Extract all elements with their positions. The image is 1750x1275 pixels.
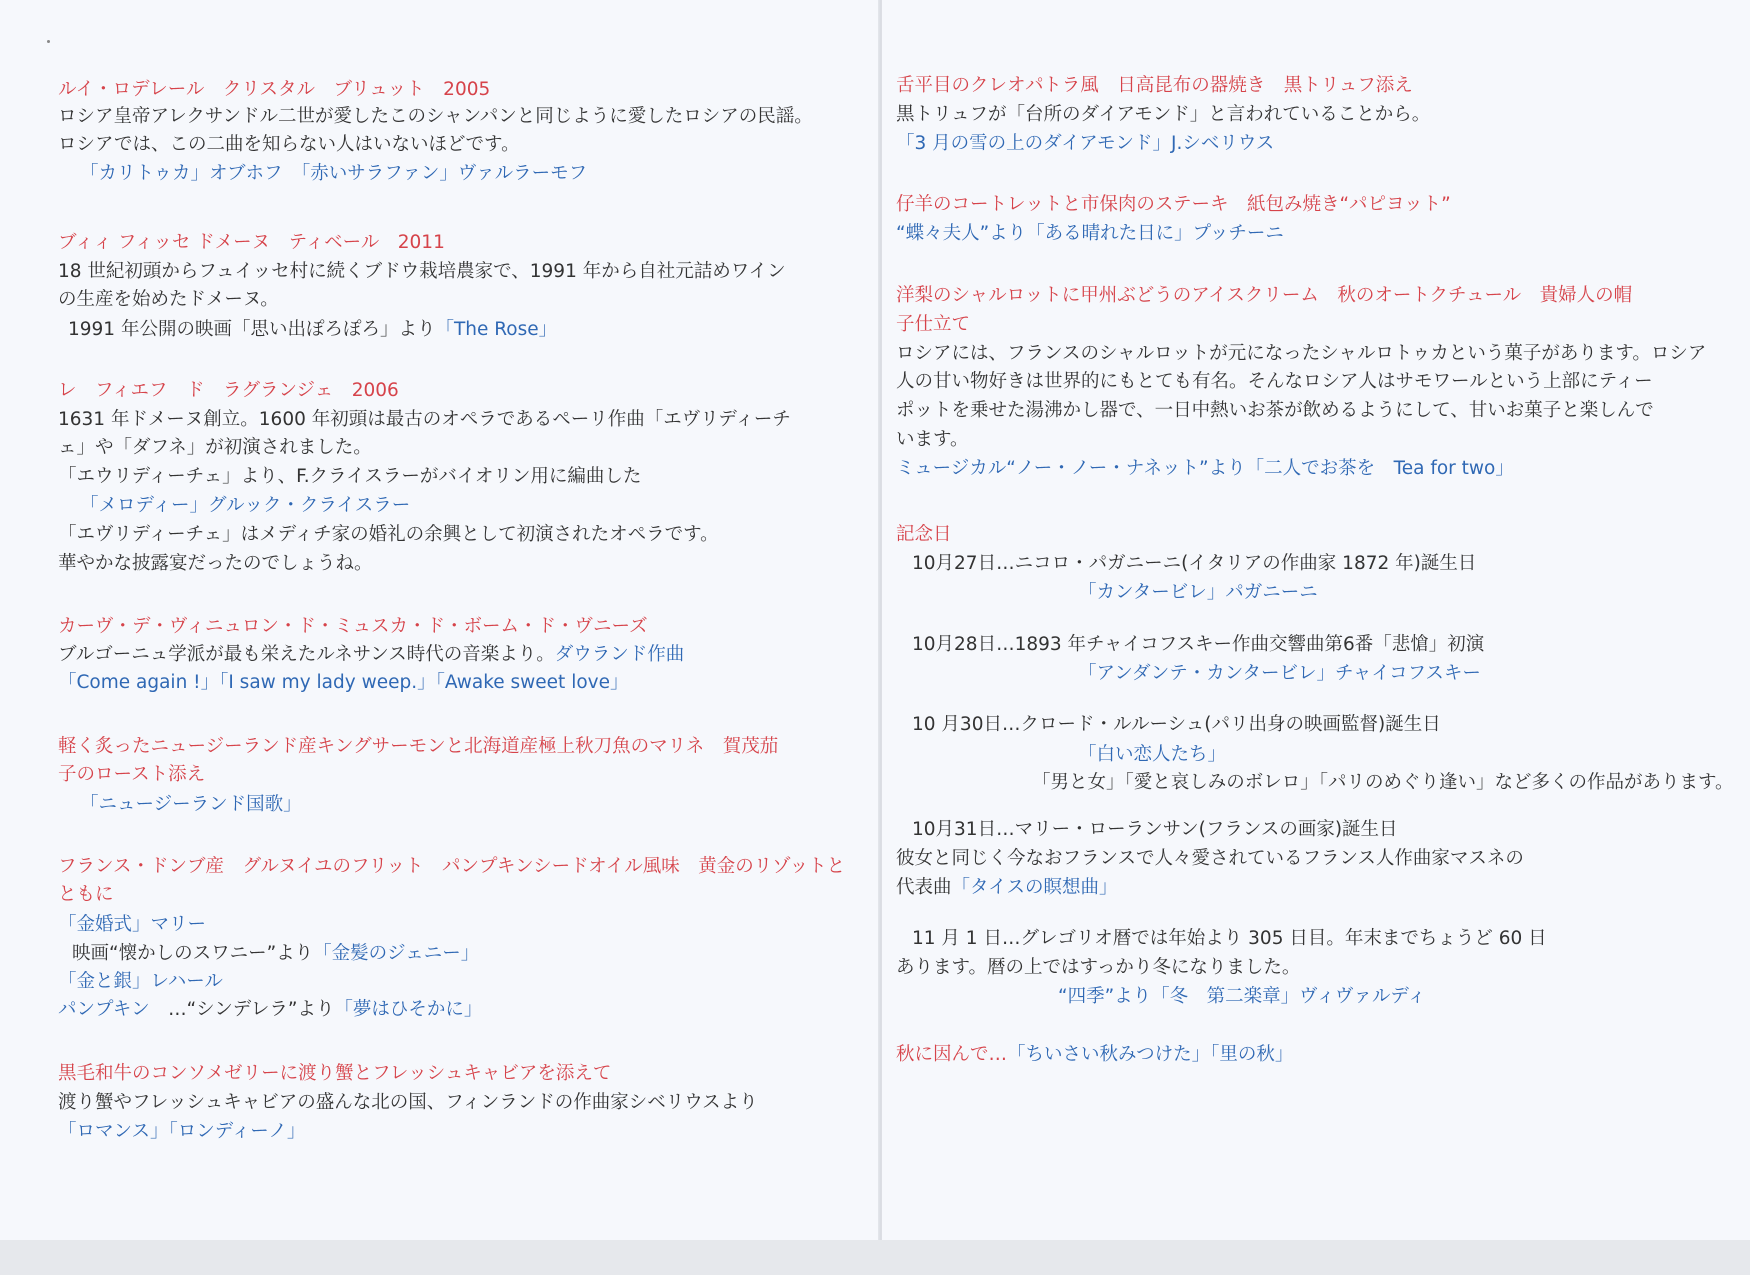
dish-heading-text: 記念日 — [896, 524, 952, 545]
left-text-line — [58, 462, 641, 492]
music-title-text: 「Come again !」「I saw my lady weep.」「Awake sweet love」 — [58, 672, 629, 693]
left-text-line — [58, 257, 786, 287]
left-text-line — [72, 939, 479, 969]
right-text-line — [896, 281, 1632, 311]
dish-heading-text: 子のロースト添え — [58, 764, 206, 785]
left-text-line — [58, 910, 206, 940]
right-text-line — [912, 924, 1547, 954]
right-text-line — [896, 1040, 1293, 1070]
scan-bottom-edge — [0, 1240, 1750, 1275]
left-text-line — [58, 285, 279, 315]
music-title-text: 「白い恋人たち」 — [1078, 744, 1227, 765]
body-text: 映画“懐かしのスワニー”より — [72, 943, 314, 964]
right-text-line — [896, 190, 1451, 220]
body-text: 黒トリュフが「台所のダイアモンド」と言われていることから。 — [896, 104, 1431, 125]
left-text-line — [80, 159, 587, 189]
dish-heading-text: 軽く炙ったニュージーランド産キングサーモンと北海道産極上秋刀魚のマリネ 賀茂茄 — [58, 736, 779, 757]
music-title-text: 「メロディー」グルック・クライスラー — [80, 495, 411, 516]
music-title-text: 「タイスの瞑想曲」 — [951, 877, 1118, 898]
body-text: 10月27日…ニコロ・パガニーニ(イタリアの作曲家 1872 年)誕生日 — [912, 553, 1477, 574]
music-title-text: 「夢はひそかに」 — [334, 999, 483, 1020]
body-text: 10月31日…マリー・ローランサン(フランスの画家)誕生日 — [912, 819, 1398, 840]
left-text-line — [58, 102, 813, 132]
right-page — [882, 0, 1750, 1240]
body-text: ロシア皇帝アレクサンドル二世が愛したこのシャンパンと同じように愛したロシアの民謡。 — [58, 106, 813, 127]
body-text: 渡り蟹やフレッシュキャビアの盛んな北の国、フィンランドの作曲家シベリウスより — [58, 1092, 758, 1113]
right-text-line — [1058, 982, 1426, 1012]
left-text-line — [58, 405, 791, 435]
right-text-line — [896, 71, 1413, 101]
body-text: います。 — [896, 429, 969, 450]
body-text: あります。暦の上ではすっかり冬になりました。 — [896, 957, 1301, 978]
left-text-line — [58, 433, 372, 463]
dish-heading-text: ルイ・ロデレール クリスタル ブリュット 2005 — [58, 79, 491, 100]
left-text-line — [58, 612, 648, 642]
left-text-line — [58, 130, 520, 160]
right-text-line — [896, 953, 1300, 983]
body-text: 「エウリディーチェ」より、F.クライスラーがバイオリン用に編曲した — [58, 466, 642, 487]
body-text: 18 世紀初頭からフュイッセ村に続くブドウ栽培農家で、1991 年から自社元詰めワイン — [58, 261, 786, 282]
speck — [47, 40, 50, 43]
music-title-text: 「金と銀」レハール — [58, 971, 223, 992]
left-page — [0, 0, 880, 1240]
left-text-line — [58, 1117, 305, 1147]
music-title-text: ダウランド作曲 — [554, 644, 685, 665]
body-text: ロシアでは、この二曲を知らない人はいないほどです。 — [58, 134, 520, 155]
left-text-line — [58, 668, 628, 698]
right-text-line — [912, 815, 1398, 845]
left-text-line — [80, 790, 302, 820]
body-text: 11 月 1 日…グレゴリオ暦では年始より 305 日目。年末までちょうど 60 日 — [912, 928, 1547, 949]
right-text-line — [896, 100, 1430, 130]
right-text-line — [1078, 659, 1481, 689]
right-text-line — [896, 339, 1706, 369]
left-text-line — [68, 315, 557, 345]
body-text: 彼女と同じく今なおフランスで人々愛されているフランス人作曲家マスネの — [896, 848, 1524, 869]
right-text-line — [896, 454, 1514, 484]
left-text-line — [58, 732, 778, 762]
left-text-line — [58, 376, 399, 406]
body-text: 人の甘い物好きは世界的にもとても有名。そんなロシア人はサモワールという上部にティー — [896, 371, 1653, 392]
left-text-line — [58, 880, 114, 910]
music-title-text: 「ちいさい秋みつけた」「里の秋」 — [1007, 1044, 1294, 1065]
left-text-line — [58, 640, 684, 670]
dish-heading-text: フランス・ドンブ産 グルヌイユのフリット パンプキンシードオイル風味 黄金のリゾットと — [58, 856, 846, 877]
dish-heading-text: レ フィエフ ド ラグランジェ 2006 — [58, 380, 399, 401]
dish-heading-text: 洋梨のシャルロットに甲州ぶどうのアイスクリーム 秋のオートクチュール 貴婦人の帽 — [896, 285, 1633, 306]
music-title-text: 「ロマンス」「ロンディーノ」 — [58, 1121, 306, 1142]
body-text: 1991 年公開の映画「思い出ぽろぽろ」より — [68, 319, 436, 340]
right-text-line — [896, 520, 952, 550]
body-text: 華やかな披露宴だったのでしょうね。 — [58, 553, 373, 574]
right-text-line — [896, 396, 1654, 426]
right-text-line — [1032, 768, 1734, 798]
body-text: ロシアには、フランスのシャルロットが元になったシャルロトゥカという菓子があります。ロシア — [896, 343, 1707, 364]
music-title-text: “四季”より「冬 第二楽章」ヴィヴァルディ — [1058, 986, 1426, 1007]
music-title-text: “蝶々夫人”より「ある晴れた日に」プッチーニ — [896, 223, 1284, 244]
body-text: ェ」や「ダフネ」が初演されました。 — [58, 437, 372, 458]
right-text-line — [912, 710, 1441, 740]
body-text: の生産を始めたドメーヌ。 — [58, 289, 279, 310]
left-text-line — [58, 760, 205, 790]
body-text: ポットを乗せた湯沸かし器で、一日中熱いお茶が飲めるようにして、甘いお菓子と楽しんで — [896, 400, 1654, 421]
music-title-text: 「金婚式」マリー — [58, 914, 207, 935]
music-title-text: パンプキン — [58, 999, 169, 1020]
right-text-line — [896, 844, 1524, 874]
left-text-line — [58, 1059, 611, 1089]
right-text-line — [896, 425, 969, 455]
right-text-line — [912, 630, 1484, 660]
right-text-line — [912, 549, 1476, 579]
music-title-text: 「The Rose」 — [435, 319, 558, 340]
body-text: 10 月30日…クロード・ルルーシュ(パリ出身の映画監督)誕生日 — [912, 714, 1441, 735]
dish-heading-text: 子仕立て — [896, 314, 971, 335]
right-text-line — [896, 219, 1284, 249]
music-title-text: 「カリトゥカ」オブホフ 「赤いサラファン」ヴァルラーモフ — [80, 163, 588, 184]
dish-heading-text: カーヴ・デ・ヴィニュロン・ド・ミュスカ・ド・ボーム・ド・ヴニーズ — [58, 616, 648, 637]
right-text-line — [896, 367, 1653, 397]
right-text-line — [1078, 578, 1318, 608]
right-text-line — [896, 310, 970, 340]
dish-heading-text: 黒毛和牛のコンソメゼリーに渡り蟹とフレッシュキャビアを添えて — [58, 1063, 612, 1084]
left-text-line — [58, 75, 490, 105]
dish-heading-text: 秋に因んで… — [896, 1044, 1008, 1065]
left-text-line — [58, 520, 719, 550]
music-title-text: 「ニュージーランド国歌」 — [80, 794, 302, 815]
music-title-text: 「カンタービレ」パガニーニ — [1078, 582, 1318, 603]
left-text-line — [58, 549, 373, 579]
dish-heading-text: 舌平目のクレオパトラ風 日高昆布の器焼き 黒トリュフ添え — [896, 75, 1413, 96]
right-text-line — [896, 129, 1274, 159]
body-text: 1631 年ドメーヌ創立。1600 年初頭は最古のオペラであるペーリ作曲「エヴリディーチ — [58, 409, 791, 430]
left-text-line — [58, 852, 845, 882]
body-text: 「男と女」「愛と哀しみのボレロ」「パリのめぐり逢い」など多くの作品があります。 — [1032, 772, 1734, 793]
music-title-text: ミュージカル“ノー・ノー・ナネット”より「二人でお茶を Tea for two」 — [896, 458, 1514, 479]
dish-heading-text: 仔羊のコートレットと市保肉のステーキ 紙包み焼き“パピヨット” — [896, 194, 1451, 215]
body-text: 10月28日…1893 年チャイコフスキー作曲交響曲第6番「悲愴」初演 — [912, 634, 1485, 655]
dish-heading-text: ともに — [58, 884, 114, 905]
body-text: 代表曲 — [896, 877, 952, 898]
body-text: …“シンデレラ”より — [168, 999, 335, 1020]
left-text-line — [80, 491, 410, 521]
left-text-line — [58, 995, 482, 1025]
music-title-text: 「3 月の雪の上のダイアモンド」J.シベリウス — [896, 133, 1275, 154]
music-title-text: 「金髪のジェニー」 — [313, 943, 480, 964]
body-text: ブルゴーニュ学派が最も栄えたルネサンス時代の音楽より。 — [58, 644, 555, 665]
right-text-line — [1078, 740, 1226, 770]
left-text-line — [58, 228, 445, 258]
dish-heading-text: ブィィ フィッセ ドメーヌ ティベール 2011 — [58, 232, 445, 253]
music-title-text: 「アンダンテ・カンタービレ」チャイコフスキー — [1078, 663, 1481, 684]
body-text: 「エヴリディーチェ」はメディチ家の婚礼の余興として初演されたオペラです。 — [58, 524, 719, 545]
right-text-line — [896, 873, 1117, 903]
left-text-line — [58, 1088, 758, 1118]
left-text-line — [58, 967, 223, 997]
